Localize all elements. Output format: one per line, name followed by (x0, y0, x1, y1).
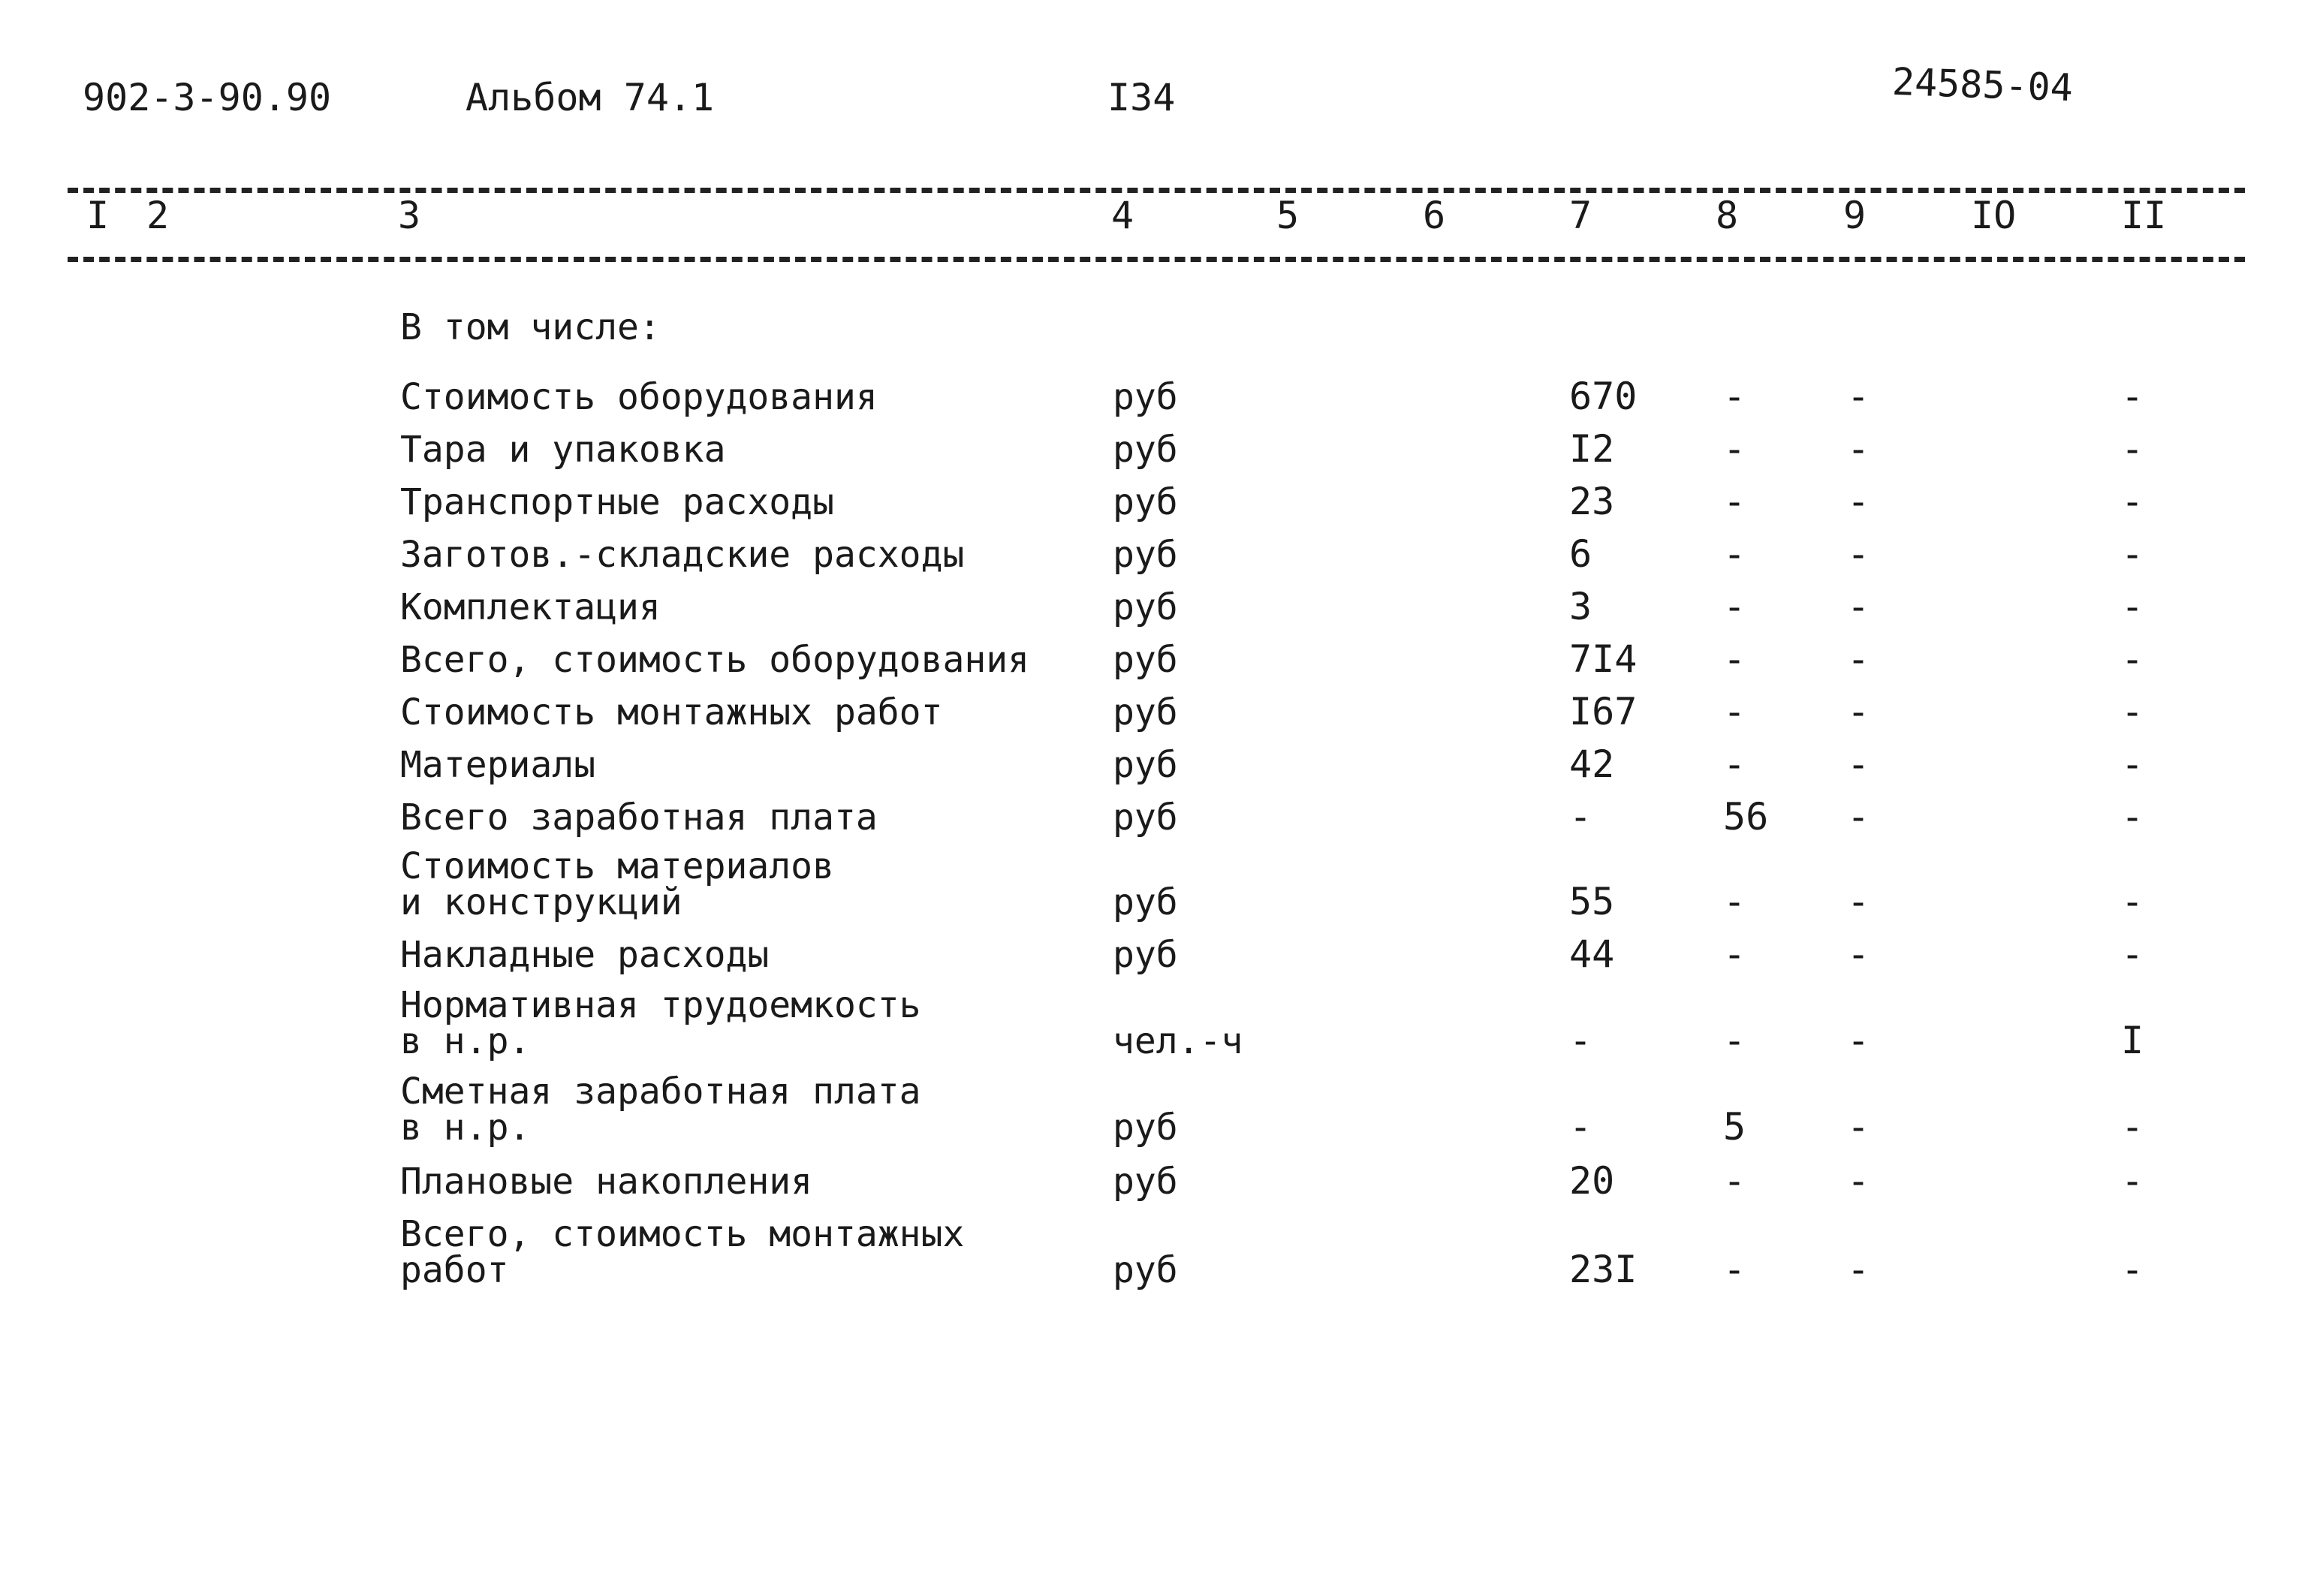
row-col11: - (2121, 880, 2144, 923)
row-col11: - (2121, 637, 2144, 681)
column-number-5: 5 (1276, 194, 1300, 237)
row-col8: - (1723, 427, 1746, 471)
row-label: Материалы (400, 744, 596, 786)
column-number-9: 9 (1843, 194, 1867, 237)
row-unit: руб (1113, 744, 1178, 786)
row-col11: - (2121, 1248, 2144, 1291)
row-col9: - (1847, 1105, 1870, 1149)
row-col11: - (2121, 585, 2144, 628)
row-col8: - (1723, 880, 1746, 923)
row-unit: руб (1113, 376, 1178, 418)
row-unit: чел.-ч (1113, 1020, 1243, 1062)
row-col8: - (1723, 532, 1746, 576)
row-col9: - (1847, 742, 1870, 786)
row-col11: - (2121, 1159, 2144, 1203)
column-number-4: 4 (1111, 194, 1134, 237)
row-unit: руб (1113, 586, 1178, 628)
row-label: Плановые накопления (400, 1161, 813, 1203)
intro-text: В том числе: (400, 306, 661, 348)
column-number-8: 8 (1716, 194, 1739, 237)
row-label-continuation: в н.р. (400, 1020, 531, 1062)
row-col8: - (1723, 480, 1746, 523)
row-col8: - (1723, 932, 1746, 976)
header-rule-top (68, 188, 2245, 193)
row-unit: руб (1113, 881, 1178, 923)
row-col7: 3 (1569, 585, 1592, 628)
row-col9: - (1847, 637, 1870, 681)
row-col11: I (2121, 1019, 2144, 1062)
row-label: Транспортные расходы (400, 481, 834, 523)
row-label: Нормативная трудоемкость (400, 984, 921, 1026)
row-label-continuation: в н.р. (400, 1107, 531, 1149)
row-col11: - (2121, 1105, 2144, 1149)
row-col9: - (1847, 795, 1870, 839)
row-unit: руб (1113, 691, 1178, 733)
row-col7: 20 (1569, 1159, 1615, 1203)
row-col9: - (1847, 480, 1870, 523)
album-label: Альбом 74.1 (466, 76, 715, 119)
column-number-6: 6 (1423, 194, 1446, 237)
row-col8: - (1723, 742, 1746, 786)
row-col8: - (1723, 1248, 1746, 1291)
row-col9: - (1847, 1248, 1870, 1291)
row-label: Тара и упаковка (400, 429, 726, 471)
page-number: I34 (1107, 76, 1176, 119)
row-col7: - (1569, 1019, 1592, 1062)
row-unit: руб (1113, 1161, 1178, 1203)
row-unit: руб (1113, 639, 1178, 681)
column-number-1: I (86, 194, 110, 237)
row-col11: - (2121, 690, 2144, 733)
row-label-continuation: работ (400, 1249, 509, 1291)
row-col8: 5 (1723, 1105, 1746, 1149)
row-col7: I67 (1569, 690, 1638, 733)
row-col11: - (2121, 375, 2144, 418)
row-label: Всего заработная плата (400, 796, 878, 839)
row-col11: - (2121, 427, 2144, 471)
row-unit: руб (1113, 429, 1178, 471)
column-number-3: 3 (398, 194, 421, 237)
row-col9: - (1847, 585, 1870, 628)
column-number-10: IO (1971, 194, 2017, 237)
inventory-number: 24585-04 (1891, 59, 2074, 110)
document-code: 902-3-90.90 (83, 76, 332, 119)
row-col7: 23I (1569, 1248, 1638, 1291)
row-col11: - (2121, 480, 2144, 523)
column-number-7: 7 (1569, 194, 1592, 237)
row-col7: I2 (1569, 427, 1615, 471)
row-unit: руб (1113, 534, 1178, 576)
row-label: Заготов.-складские расходы (400, 534, 965, 576)
row-label: Сметная заработная плата (400, 1071, 921, 1113)
row-col9: - (1847, 932, 1870, 976)
row-col8: - (1723, 1159, 1746, 1203)
row-unit: руб (1113, 796, 1178, 839)
row-col7: 55 (1569, 880, 1615, 923)
row-unit: руб (1113, 1249, 1178, 1291)
row-col8: 56 (1723, 795, 1769, 839)
row-col7: 6 (1569, 532, 1592, 576)
row-label-continuation: и конструкций (400, 881, 682, 923)
row-col11: - (2121, 742, 2144, 786)
header-rule-bottom (68, 257, 2245, 262)
row-label: Накладные расходы (400, 934, 770, 976)
row-col7: 7I4 (1569, 637, 1638, 681)
row-col8: - (1723, 585, 1746, 628)
row-unit: руб (1113, 934, 1178, 976)
row-col8: - (1723, 690, 1746, 733)
column-number-11: II (2121, 194, 2167, 237)
row-col9: - (1847, 532, 1870, 576)
row-col11: - (2121, 795, 2144, 839)
row-col9: - (1847, 690, 1870, 733)
row-col11: - (2121, 932, 2144, 976)
row-col8: - (1723, 637, 1746, 681)
column-number-2: 2 (146, 194, 170, 237)
row-label: Всего, стоимость монтажных (400, 1213, 965, 1255)
row-col7: 23 (1569, 480, 1615, 523)
row-label: Стоимость оборудования (400, 376, 878, 418)
row-col7: 670 (1569, 375, 1638, 418)
row-label: Стоимость материалов (400, 845, 834, 887)
row-unit: руб (1113, 1107, 1178, 1149)
row-label: Комплектация (400, 586, 661, 628)
row-col9: - (1847, 375, 1870, 418)
row-col7: - (1569, 1105, 1592, 1149)
row-col7: 42 (1569, 742, 1615, 786)
row-label: Стоимость монтажных работ (400, 691, 943, 733)
row-col9: - (1847, 1019, 1870, 1062)
row-col9: - (1847, 427, 1870, 471)
row-col9: - (1847, 880, 1870, 923)
row-col7: 44 (1569, 932, 1615, 976)
row-col8: - (1723, 1019, 1746, 1062)
row-col11: - (2121, 532, 2144, 576)
row-label: Всего, стоимость оборудования (400, 639, 1030, 681)
row-col9: - (1847, 1159, 1870, 1203)
row-col8: - (1723, 375, 1746, 418)
row-col7: - (1569, 795, 1592, 839)
row-unit: руб (1113, 481, 1178, 523)
